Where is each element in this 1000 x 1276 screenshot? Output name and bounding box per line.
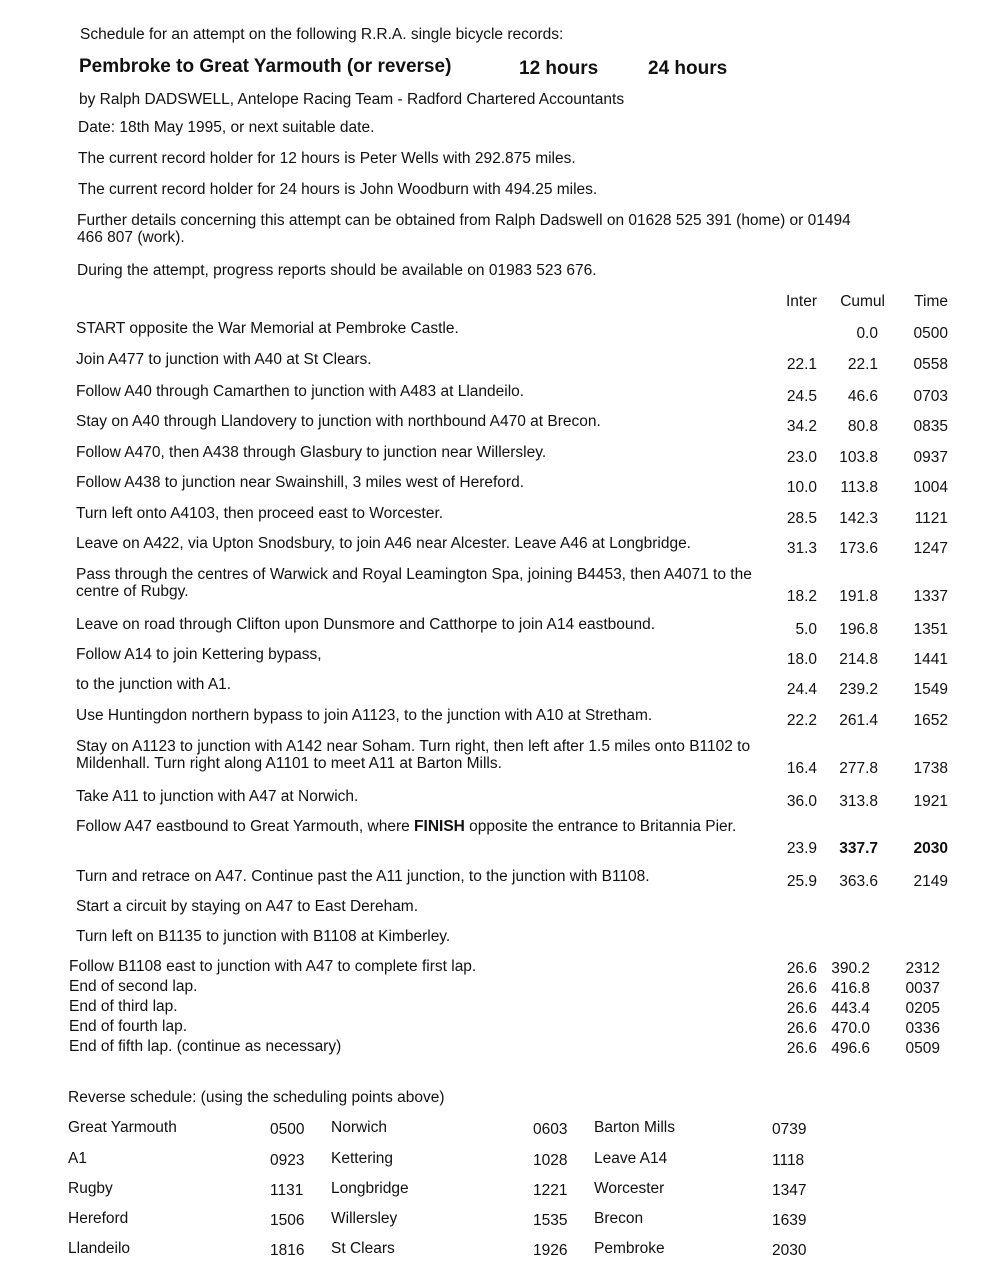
time-value: 1738 xyxy=(913,760,948,777)
cumul-value: 239.2 xyxy=(839,681,878,698)
inter-value: 36.0 xyxy=(786,793,817,810)
finish-label: FINISH xyxy=(414,818,465,835)
reverse-place: Worcester xyxy=(594,1180,665,1197)
route-description: Leave on road through Clifton upon Dunsmore and Catthorpe to join A14 eastbound. xyxy=(76,616,656,633)
route-description: Follow A438 to junction near Swainshill, 3 miles west of Hereford. xyxy=(76,474,524,491)
reverse-time: 1221 xyxy=(533,1182,568,1199)
reverse-time: 0739 xyxy=(772,1121,807,1138)
cumul-value: 313.8 xyxy=(839,793,878,810)
cumul-value: 191.8 xyxy=(839,588,878,605)
time-value: 2149 xyxy=(913,873,948,890)
route-description: Stay on A1123 to junction with A142 near Soham. Turn right, then left after 1.5 miles onto B1102 to Mildenhall. Turn right along A1101 to meet A11 at Barton Mills. xyxy=(76,738,751,772)
reverse-place: Willersley xyxy=(331,1210,398,1227)
inter-value: 22.1 xyxy=(786,356,817,373)
reverse-place: Longbridge xyxy=(331,1180,409,1197)
inter-value: 26.6 xyxy=(786,1000,817,1017)
date-line: Date: 18th May 1995, or next suitable date. xyxy=(78,119,375,136)
lap-row xyxy=(0,998,1000,1018)
column-header-inter: Inter xyxy=(785,293,817,310)
cumul-value: 470.0 xyxy=(831,1020,870,1037)
route-description: Join A477 to junction with A40 at St Clears. xyxy=(76,351,372,368)
inter-value: 22.2 xyxy=(786,712,817,729)
route-description: Turn left on B1135 to junction with B1108 at Kimberley. xyxy=(76,928,451,945)
cumul-value: 113.8 xyxy=(840,479,878,496)
time-value: 0037 xyxy=(905,980,940,997)
reverse-time: 1926 xyxy=(533,1242,568,1259)
cumul-value: 196.8 xyxy=(839,621,878,638)
route-description: Turn and retrace on A47. Continue past the A11 junction, to the junction with B1108. xyxy=(76,868,650,885)
route-description: Follow A40 through Camarthen to junction with A483 at Llandeilo. xyxy=(76,383,525,400)
time-value: 1247 xyxy=(913,540,948,557)
inter-value: 24.4 xyxy=(786,681,817,698)
inter-value: 23.9 xyxy=(786,840,817,857)
reverse-place: Rugby xyxy=(68,1180,113,1197)
cumul-value: 173.6 xyxy=(839,540,878,557)
time-value: 2312 xyxy=(905,960,940,977)
route-description: Follow A14 to join Kettering bypass, xyxy=(76,646,322,663)
time-value: 1441 xyxy=(913,651,948,668)
reverse-place: Hereford xyxy=(68,1210,129,1227)
reverse-place: Leave A14 xyxy=(594,1150,668,1167)
cumul-value: 261.4 xyxy=(839,712,878,729)
time-value: 1921 xyxy=(913,793,948,810)
lap-description: End of third lap. xyxy=(69,998,178,1015)
route-description: to the junction with A1. xyxy=(76,676,232,693)
time-value: 0509 xyxy=(905,1040,940,1057)
inter-value: 28.5 xyxy=(786,510,817,527)
route-description: Pass through the centres of Warwick and Royal Leamington Spa, joining B4453, then A4071 to the centre of Rubgy. xyxy=(76,566,752,600)
time-value: 1337 xyxy=(913,588,948,605)
reverse-time: 1506 xyxy=(270,1212,305,1229)
holder-12-line: The current record holder for 12 hours is Peter Wells with 292.875 miles. xyxy=(78,150,576,167)
reverse-row xyxy=(0,1180,1000,1202)
cumul-value: 142.3 xyxy=(839,510,878,527)
inter-value: 10.0 xyxy=(786,479,817,496)
cumul-value: 337.7 xyxy=(839,840,878,857)
time-value: 1652 xyxy=(913,712,948,729)
reverse-row xyxy=(0,1210,1000,1232)
reverse-place: Great Yarmouth xyxy=(68,1119,177,1136)
lap-description: End of fourth lap. xyxy=(69,1018,188,1035)
inter-value: 25.9 xyxy=(786,873,817,890)
column-header-time: Time xyxy=(914,293,948,310)
reverse-place: A1 xyxy=(68,1150,87,1167)
time-value: 0937 xyxy=(913,449,948,466)
cumul-value: 390.2 xyxy=(831,960,870,977)
inter-value: 18.0 xyxy=(786,651,817,668)
route-description: Turn left onto A4103, then proceed east to Worcester. xyxy=(76,505,444,522)
inter-value: 16.4 xyxy=(786,760,817,777)
route-title: Pembroke to Great Yarmouth (or reverse) xyxy=(79,56,452,77)
time-value: 1549 xyxy=(913,681,948,698)
column-header-cumul: Cumul xyxy=(840,293,885,310)
reverse-time: 1118 xyxy=(772,1152,805,1169)
reverse-place: Kettering xyxy=(331,1150,394,1167)
cumul-value: 214.8 xyxy=(839,651,878,668)
time-value: 0500 xyxy=(913,325,948,342)
cumul-value: 363.6 xyxy=(839,873,878,890)
reverse-time: 2030 xyxy=(772,1242,807,1259)
cumul-value: 443.4 xyxy=(831,1000,870,1017)
time-value: 0558 xyxy=(913,356,948,373)
route-description: Start a circuit by staying on A47 to East Dereham. xyxy=(76,898,419,915)
record-12-hours: 12 hours xyxy=(519,58,599,79)
route-description: Take A11 to junction with A47 at Norwich. xyxy=(76,788,359,805)
inter-value: 26.6 xyxy=(786,960,817,977)
inter-value: 34.2 xyxy=(786,418,817,435)
rider-line: by Ralph DADSWELL, Antelope Racing Team - Radford Chartered Accountants xyxy=(79,91,625,108)
inter-value: 26.6 xyxy=(786,1040,817,1057)
reverse-place: Llandeilo xyxy=(68,1240,131,1257)
inter-value: 23.0 xyxy=(786,449,817,466)
cumul-value: 496.6 xyxy=(831,1040,870,1057)
cumul-value: 277.8 xyxy=(839,760,878,777)
time-value: 2030 xyxy=(913,840,948,857)
lap-row xyxy=(0,978,1000,998)
reverse-time: 1816 xyxy=(270,1242,305,1259)
time-value: 1351 xyxy=(913,621,948,638)
reverse-place: St Clears xyxy=(331,1240,395,1257)
inter-value: 26.6 xyxy=(786,980,817,997)
lap-description: End of second lap. xyxy=(69,978,198,995)
route-description: Stay on A40 through Llandovery to junction with northbound A470 at Brecon. xyxy=(76,413,601,430)
lap-row xyxy=(0,958,1000,978)
reverse-row xyxy=(0,1119,1000,1141)
reverse-schedule-title: Reverse schedule: (using the scheduling points above) xyxy=(68,1089,445,1106)
inter-value: 26.6 xyxy=(786,1020,817,1037)
lap-description: Follow B1108 east to junction with A47 to complete first lap. xyxy=(69,958,477,975)
reverse-row xyxy=(0,1150,1000,1172)
cumul-value: 103.8 xyxy=(839,449,878,466)
reverse-place: Brecon xyxy=(594,1210,644,1227)
route-description: Follow A470, then A438 through Glasbury to junction near Willersley. xyxy=(76,444,547,461)
inter-value: 18.2 xyxy=(786,588,817,605)
reverse-time: 0603 xyxy=(533,1121,568,1138)
reverse-time: 1347 xyxy=(772,1182,807,1199)
inter-value: 24.5 xyxy=(786,388,817,405)
reverse-time: 1028 xyxy=(533,1152,568,1169)
route-description: Use Huntingdon northern bypass to join A1123, to the junction with A10 at Stretham. xyxy=(76,707,653,724)
time-value: 0835 xyxy=(913,418,948,435)
route-description: Follow A47 eastbound to Great Yarmouth, where FINISH opposite the entrance to Britannia Pier. xyxy=(76,818,737,835)
cumul-value: 22.1 xyxy=(847,356,878,373)
route-description: START opposite the War Memorial at Pembroke Castle. xyxy=(76,320,459,337)
time-value: 0336 xyxy=(905,1020,940,1037)
cumul-value: 416.8 xyxy=(831,980,870,997)
details-line: Further details concerning this attempt can be obtained from Ralph Dadswell on 01628 525 391 (home) or 01494 466 807 (work). xyxy=(77,212,851,246)
reverse-time: 0923 xyxy=(270,1152,305,1169)
cumul-value: 46.6 xyxy=(847,388,878,405)
reverse-time: 0500 xyxy=(270,1121,305,1138)
lap-row xyxy=(0,1018,1000,1038)
lap-row xyxy=(0,1038,1000,1058)
reverse-place: Barton Mills xyxy=(594,1119,675,1136)
intro-text: Schedule for an attempt on the following R.R.A. single bicycle records: xyxy=(80,26,564,43)
inter-value: 31.3 xyxy=(786,540,817,557)
time-value: 0703 xyxy=(913,388,948,405)
route-description: Leave on A422, via Upton Snodsbury, to join A46 near Alcester. Leave A46 at Longbridge. xyxy=(76,535,691,552)
inter-value: 5.0 xyxy=(795,621,817,638)
holder-24-line: The current record holder for 24 hours is John Woodburn with 494.25 miles. xyxy=(78,181,598,198)
reverse-time: 1131 xyxy=(270,1182,304,1199)
cumul-value: 0.0 xyxy=(856,325,878,342)
reverse-time: 1535 xyxy=(533,1212,568,1229)
time-value: 1004 xyxy=(913,479,948,496)
reverse-time: 1639 xyxy=(772,1212,807,1229)
progress-line: During the attempt, progress reports should be available on 01983 523 676. xyxy=(77,262,597,279)
time-value: 0205 xyxy=(905,1000,940,1017)
cumul-value: 80.8 xyxy=(847,418,878,435)
lap-description: End of fifth lap. (continue as necessary) xyxy=(69,1038,342,1055)
record-24-hours: 24 hours xyxy=(648,58,728,79)
reverse-row xyxy=(0,1240,1000,1262)
time-value: 1121 xyxy=(914,510,948,527)
reverse-place: Norwich xyxy=(331,1119,387,1136)
reverse-place: Pembroke xyxy=(594,1240,665,1257)
